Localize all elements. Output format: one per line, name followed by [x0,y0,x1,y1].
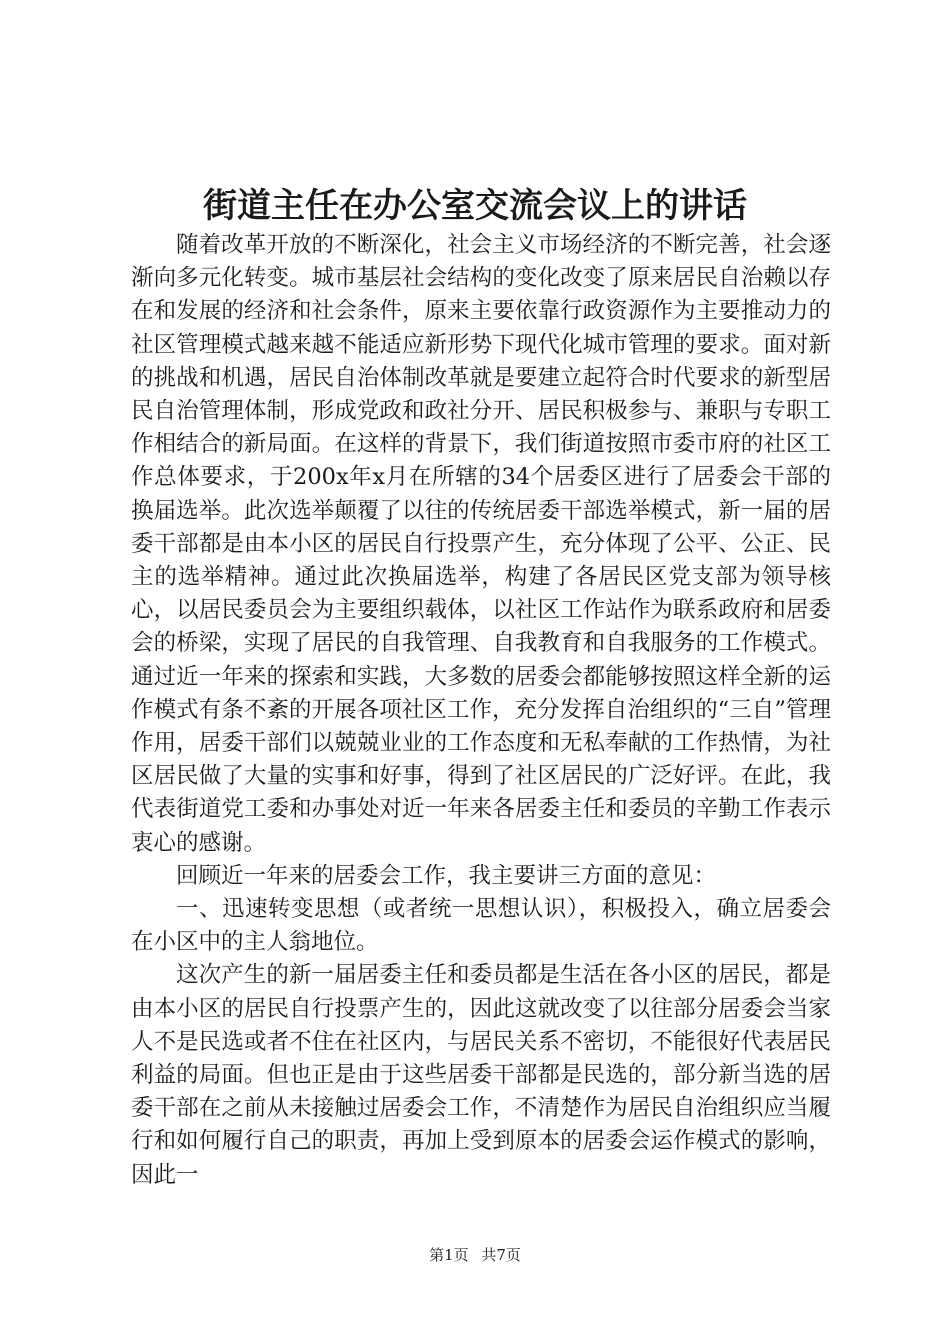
page-number-total: 共7页 [481,1246,521,1264]
paragraph: 回顾近一年来的居委会工作，我主要讲三方面的意见： [176,862,717,889]
document-title: 街道主任在办公室交流会议上的讲话 [203,186,747,226]
paragraph: 这次产生的新一届居委主任和委员都是生活在各小区的居民，都是由本小区的居民自行投票产生的，因此这就改变了以往部分居委会当家人不是民选或者不住在社区内，与居民关系不密切，不能很好代表居民利益的局面。但也正是由于这些居委干部都是民选的，部分新当选的居委干部在之前从未接触过居委会工作，不清楚作为居民自治组织应当履行和如何履行自己的职责，再加上受到原本的居委会运作模式的影响，因此一 [131,962,831,1188]
paragraph: 随着改革开放的不断深化，社会主义市场经济的不断完善，社会逐渐向多元化转变。城市基层社会结构的变化改变了原来居民自治赖以存在和发展的经济和社会条件，原来主要依靠行政资源作为主要推动力的社区管理模式越来越不能适应新形势下现代化城市管理的要求。面对新的挑战和机遇，居民自治体制改革就是要建立起符合时代要求的新型居民自治管理体制，形成党政和政社分开、居民积极参与、兼职与专职工作相结合的新局面。在这样的背景下，我们街道按照市委市府的社区工作总体要求，于200x年x月在所辖的34个居委区进行了居委会干部的换届选举。此次选举颠覆了以往的传统居委干部选举模式，新一届的居委干部都是由本小区的居民自行投票产生，充分体现了公平、公正、民主的选举精神。通过此次换届选举，构建了各居民区党支部为领导核心，以居民委员会为主要组织载体，以社区工作站作为联系政府和居委会的桥梁，实现了居民的自我管理、自我教育和自我服务的工作模式。通过近一年来的探索和实践，大多数的居委会都能够按照这样全新的运作模式有条不紊的开展各项社区工作，充分发挥自治组织的“三自”管理作用，居委干部们以兢兢业业的工作态度和无私奉献的工作热情，为社区居民做了大量的实事和好事，得到了社区居民的广泛好评。在此，我代表街道党工委和办事处对近一年来各居委主任和委员的辛勤工作表示衷心的感谢。 [131,232,831,856]
page-footer [0,1245,950,1265]
page-number-current: 第1页 [429,1246,469,1264]
paragraph: 一、迅速转变思想（或者统一思想认识），积极投入，确立居委会在小区中的主人翁地位。 [131,896,831,956]
document-body [131,229,831,1192]
